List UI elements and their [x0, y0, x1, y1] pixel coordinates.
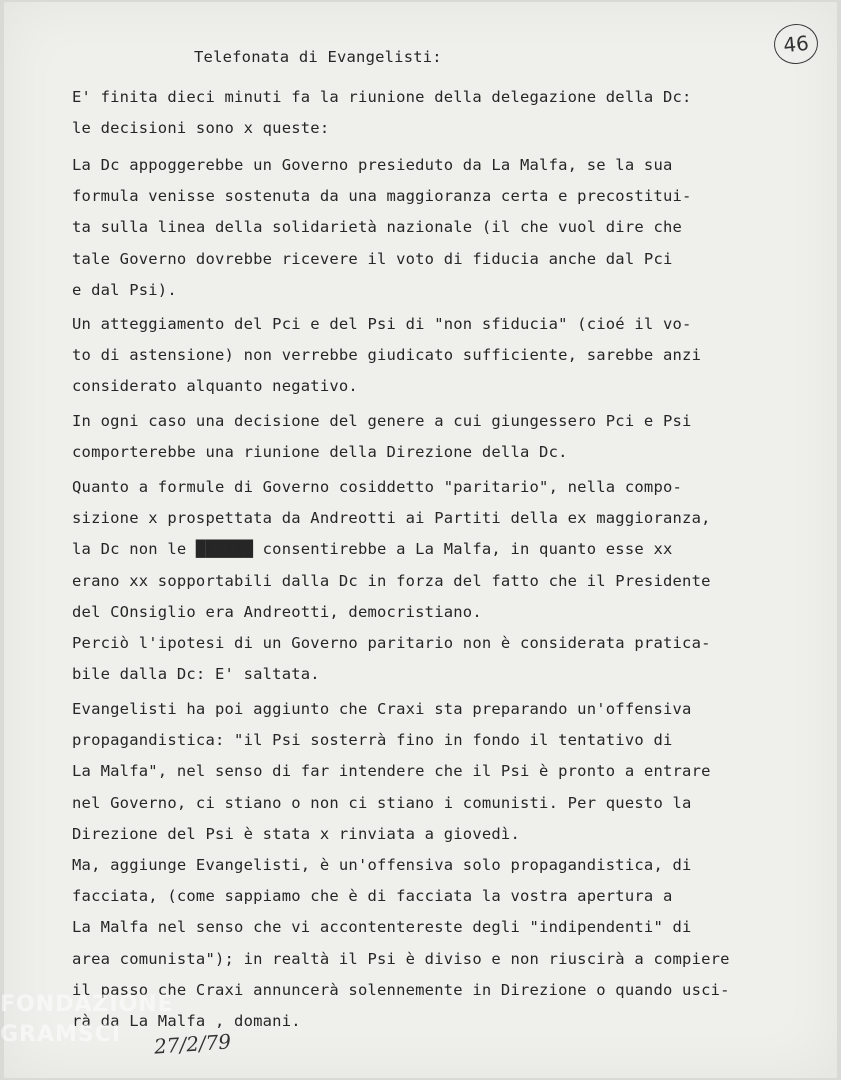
text-line: del COnsiglio era Andreotti, democristiano.: [72, 602, 482, 621]
text-line: La Malfa", nel senso di far intendere che il Psi è pronto a entrare: [72, 762, 711, 781]
watermark-line: GRAMSCI: [0, 1022, 122, 1047]
text-line: ta sulla linea della solidarietà nazionale (il che vuol dire che: [72, 218, 683, 237]
watermark-line: FONDAZIONE: [0, 992, 174, 1017]
text-line: Evangelisti ha poi aggiunto che Craxi sta preparando un'offensiva: [72, 700, 692, 718]
text-line: Perciò l'ipotesi di un Governo paritario non è considerata pratica-: [72, 634, 711, 652]
text-line: e dal Psi).: [72, 280, 177, 299]
text-line: Direzione del Psi è stata x rinviata a giovedì.: [72, 824, 520, 843]
handwritten-date: 27/2/79: [153, 1029, 232, 1059]
text-line: comporterebbe una riunione della Direzione della Dc.: [72, 443, 568, 462]
text-line: propagandistica: "il Psi sosterrà fino in fondo il tentativo di: [72, 731, 673, 750]
text-line: La Malfa nel senso che vi accontentereste degli "indipendenti" di: [72, 918, 692, 937]
paragraph-5: [72, 472, 772, 628]
text-line: sizione x prospettata da Andreotti ai Partiti della ex maggioranza,: [72, 509, 711, 528]
text-line: formula venisse sostenuta da una maggioranza certa e precostitui-: [72, 187, 692, 206]
paragraph-4: [72, 406, 772, 468]
text-line: area comunista"); in realtà il Psi è diviso e non riuscirà a compiere: [72, 949, 730, 968]
text-line: to di astensione) non verrebbe giudicato sufficiente, sarebbe anzi: [72, 346, 702, 365]
text-line: il passo che Craxi annuncerà solennemente in Direzione o quando usci-: [72, 980, 730, 999]
text-line: erano xx sopportabili dalla Dc in forza del fatto che il Presidente: [72, 571, 711, 590]
text-line: la Dc non le ██████ consentirebbe a La Malfa, in quanto esse xx: [72, 540, 673, 559]
paragraph-2: [72, 150, 772, 306]
document-page: [4, 2, 837, 1078]
text-line: facciata, (come sappiamo che è di facciata la vostra apertura a: [72, 887, 673, 906]
paragraph-3: [72, 309, 772, 403]
text-line: rà da La Malfa , domani.: [72, 1012, 301, 1031]
text-line: Un atteggiamento del Pci e del Psi di "non sfiducia" (cioé il vo-: [72, 315, 692, 333]
page-number: [772, 22, 820, 66]
text-line: bile dalla Dc: E' saltata.: [72, 665, 320, 684]
archive-watermark: [0, 990, 260, 1070]
paragraph-7: [72, 694, 772, 850]
text-line: Ma, aggiunge Evangelisti, è un'offensiva solo propagandistica, di: [72, 856, 692, 874]
text-line: le decisioni sono x queste:: [72, 119, 330, 138]
document-title: Telefonata di Evangelisti:: [194, 48, 442, 66]
text-line: considerato alquanto negativo.: [72, 377, 358, 396]
text-line: In ogni caso una decisione del genere a cui giungessero Pci e Psi: [72, 412, 692, 430]
paragraph-1: [72, 82, 772, 144]
text-line: tale Governo dovrebbe ricevere il voto di fiducia anche dal Pci: [72, 249, 673, 268]
text-line: nel Governo, ci stiano o non ci stiano i comunisti. Per questo la: [72, 793, 692, 812]
text-line: E' finita dieci minuti fa la riunione della delegazione della Dc:: [72, 88, 692, 106]
text-line: Quanto a formule di Governo cosiddetto "paritario", nella compo-: [72, 478, 683, 496]
paragraph-6: [72, 628, 772, 690]
text-line: La Dc appoggerebbe un Governo presieduto da La Malfa, se la sua: [72, 156, 673, 174]
page-number-text: 46: [782, 30, 810, 58]
